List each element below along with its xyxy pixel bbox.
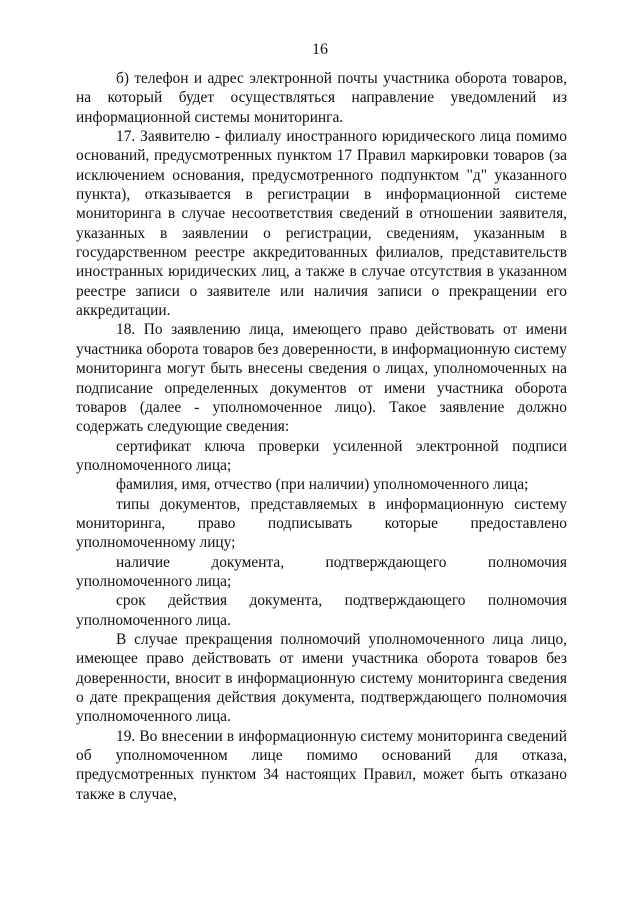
page-number: 16 <box>312 41 328 58</box>
paragraph-list-item-authority-document: наличие документа, подтверждающего полномочия уполномоченного лица; <box>76 553 567 590</box>
paragraph-19: 19. Во внесении в информационную систему мониторинга сведений об уполномоченном лице помимо оснований для отказа, предусмотренных пунктом 34 настоящих Правил, может быть отказано также в случае, <box>76 727 567 803</box>
paragraph-list-item-validity: срок действия документа, подтверждающего полномочия уполномоченного лица. <box>76 592 567 629</box>
paragraph-list-item-name: фамилия, имя, отчество (при наличии) уполномоченного лица; <box>116 476 529 494</box>
paragraph-17: 17. Заявителю - филиалу иностранного юридического лица помимо оснований, предусмотренных пунктом 17 Правил маркировки товаров (за исключением основания, предусмотренного подпунктом "д" указанного пункта), отказывается в регистрации в информационной системе мониторинга в случае несоответствия сведений в отношении заявителя, указанных в заявлении о регистрации, сведениям, указанным в государственном реестре аккредитованных филиалов, представительств иностранных юридических лиц, а также в случае отсутствия в указанном реестре записи о заявителе или наличия записи о прекращении его аккредитации. <box>76 128 567 320</box>
paragraph-list-item-document-types: типы документов, представляемых в информационную систему мониторинга, право подписывать которые предоставлено уполномоченному лицу; <box>76 495 567 552</box>
paragraph-termination: В случае прекращения полномочий уполномоченного лица лицо, имеющее право действовать от имени участника оборота товаров без доверенности, вносит в информационную систему мониторинга сведения о дате прекращения действия документа, подтверждающего полномочия уполномоченного лица. <box>76 630 567 726</box>
paragraph-subitem-b: б) телефон и адрес электронной почты участника оборота товаров, на который будет осуществляться направление уведомлений из информационной системы мониторинга. <box>76 70 567 126</box>
paragraph-list-item-certificate: сертификат ключа проверки усиленной электронной подписи уполномоченного лица; <box>76 437 567 474</box>
paragraph-18: 18. По заявлению лица, имеющего право действовать от имени участника оборота товаров без доверенности, в информационную систему мониторинга могут быть внесены сведения о лицах, уполномоченных на подписание определенных документов от имени участника оборота товаров (далее - уполномоченное лицо). Такое заявление должно содержать следующие сведения: <box>76 321 567 436</box>
document-body <box>76 69 567 804</box>
